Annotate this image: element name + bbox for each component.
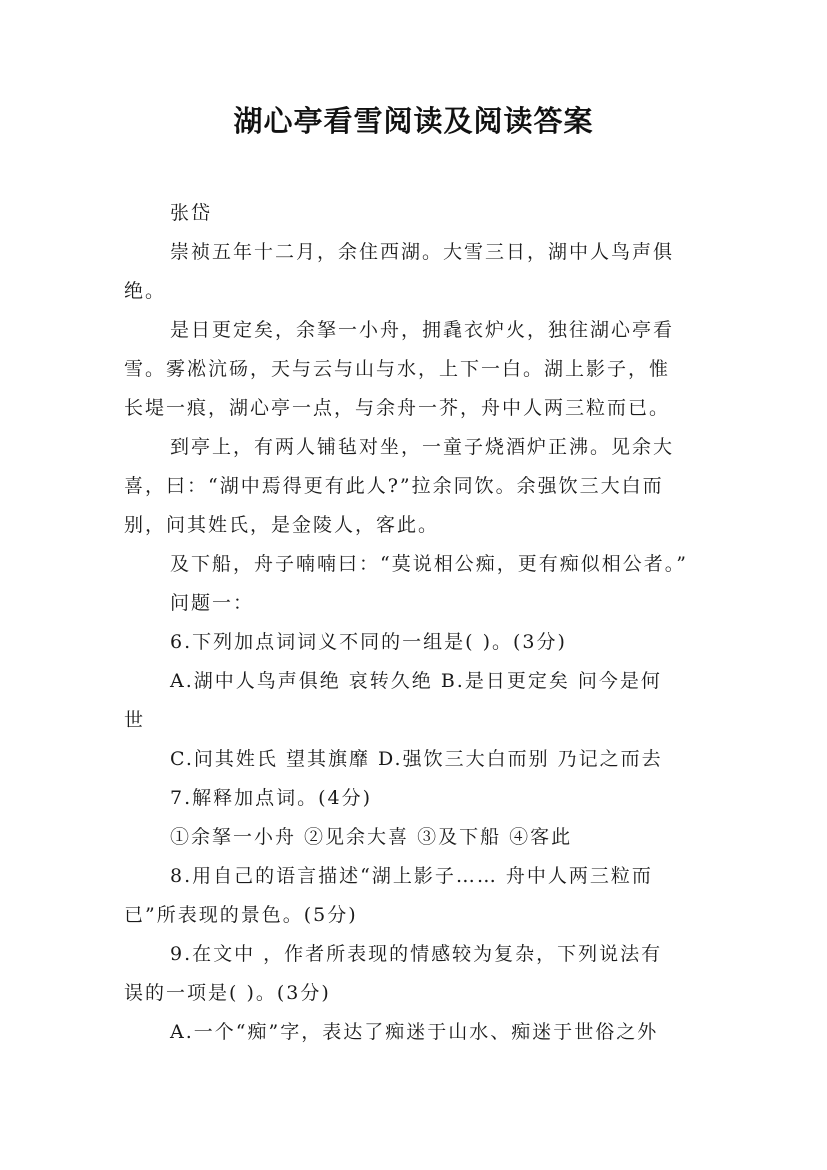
author-line: 张岱 xyxy=(170,202,213,224)
text-line: 喜，曰：“湖中焉得更有此人?”拉余同饮。余强饮三大白而 xyxy=(124,475,664,497)
text-line: 及下船，舟子喃喃曰：“莫说相公痴，更有痴似相公者。” xyxy=(170,553,688,575)
text-line: 长堤一痕，湖心亭一点，与余舟一芥，舟中人两三粒而已。 xyxy=(124,397,671,419)
text-line: 绝。 xyxy=(124,280,167,302)
question-heading: 问题一： xyxy=(170,592,255,614)
question-line: 9.在文中 ，作者所表现的情感较为复杂，下列说法有 xyxy=(170,943,663,965)
question-line: 7.解释加点词。(4分) xyxy=(170,787,373,809)
question-line: C.问其姓氏 望其旗靡 D.强饮三大白而别 乃记之而去 xyxy=(170,748,663,770)
text-line: 别，问其姓氏，是金陵人，客此。 xyxy=(124,514,440,536)
question-line: 8.用自己的语言描述“湖上影子…… 舟中人两三粒而 xyxy=(170,865,653,887)
text-line: 雪。雾凇沆砀，天与云与山与水，上下一白。湖上影子，惟 xyxy=(124,358,671,380)
question-line: ①余拏一小舟 ②见余大喜 ③及下船 ④客此 xyxy=(170,826,573,848)
text-line: 到亭上，有两人铺毡对坐，一童子烧酒炉正沸。见余大 xyxy=(170,436,675,458)
document-title: 湖心亭看雪阅读及阅读答案 xyxy=(233,104,594,138)
question-line: A.一个“痴”字，表达了痴迷于山水、痴迷于世俗之外 xyxy=(170,1021,659,1043)
question-line: A.湖中人鸟声俱绝 哀转久绝 B.是日更定矣 问今是何 xyxy=(170,670,662,692)
question-line: 6.下列加点词词义不同的一组是( )。(3分) xyxy=(170,631,567,653)
question-line: 误的一项是( )。(3分) xyxy=(124,982,331,1004)
text-line: 崇祯五年十二月，余住西湖。大雪三日，湖中人鸟声俱 xyxy=(170,241,675,263)
question-line: 已”所表现的景色。(5分) xyxy=(124,904,358,926)
text-line: 是日更定矣，余拏一小舟，拥毳衣炉火，独往湖心亭看 xyxy=(170,319,675,341)
question-line: 世 xyxy=(124,709,146,731)
